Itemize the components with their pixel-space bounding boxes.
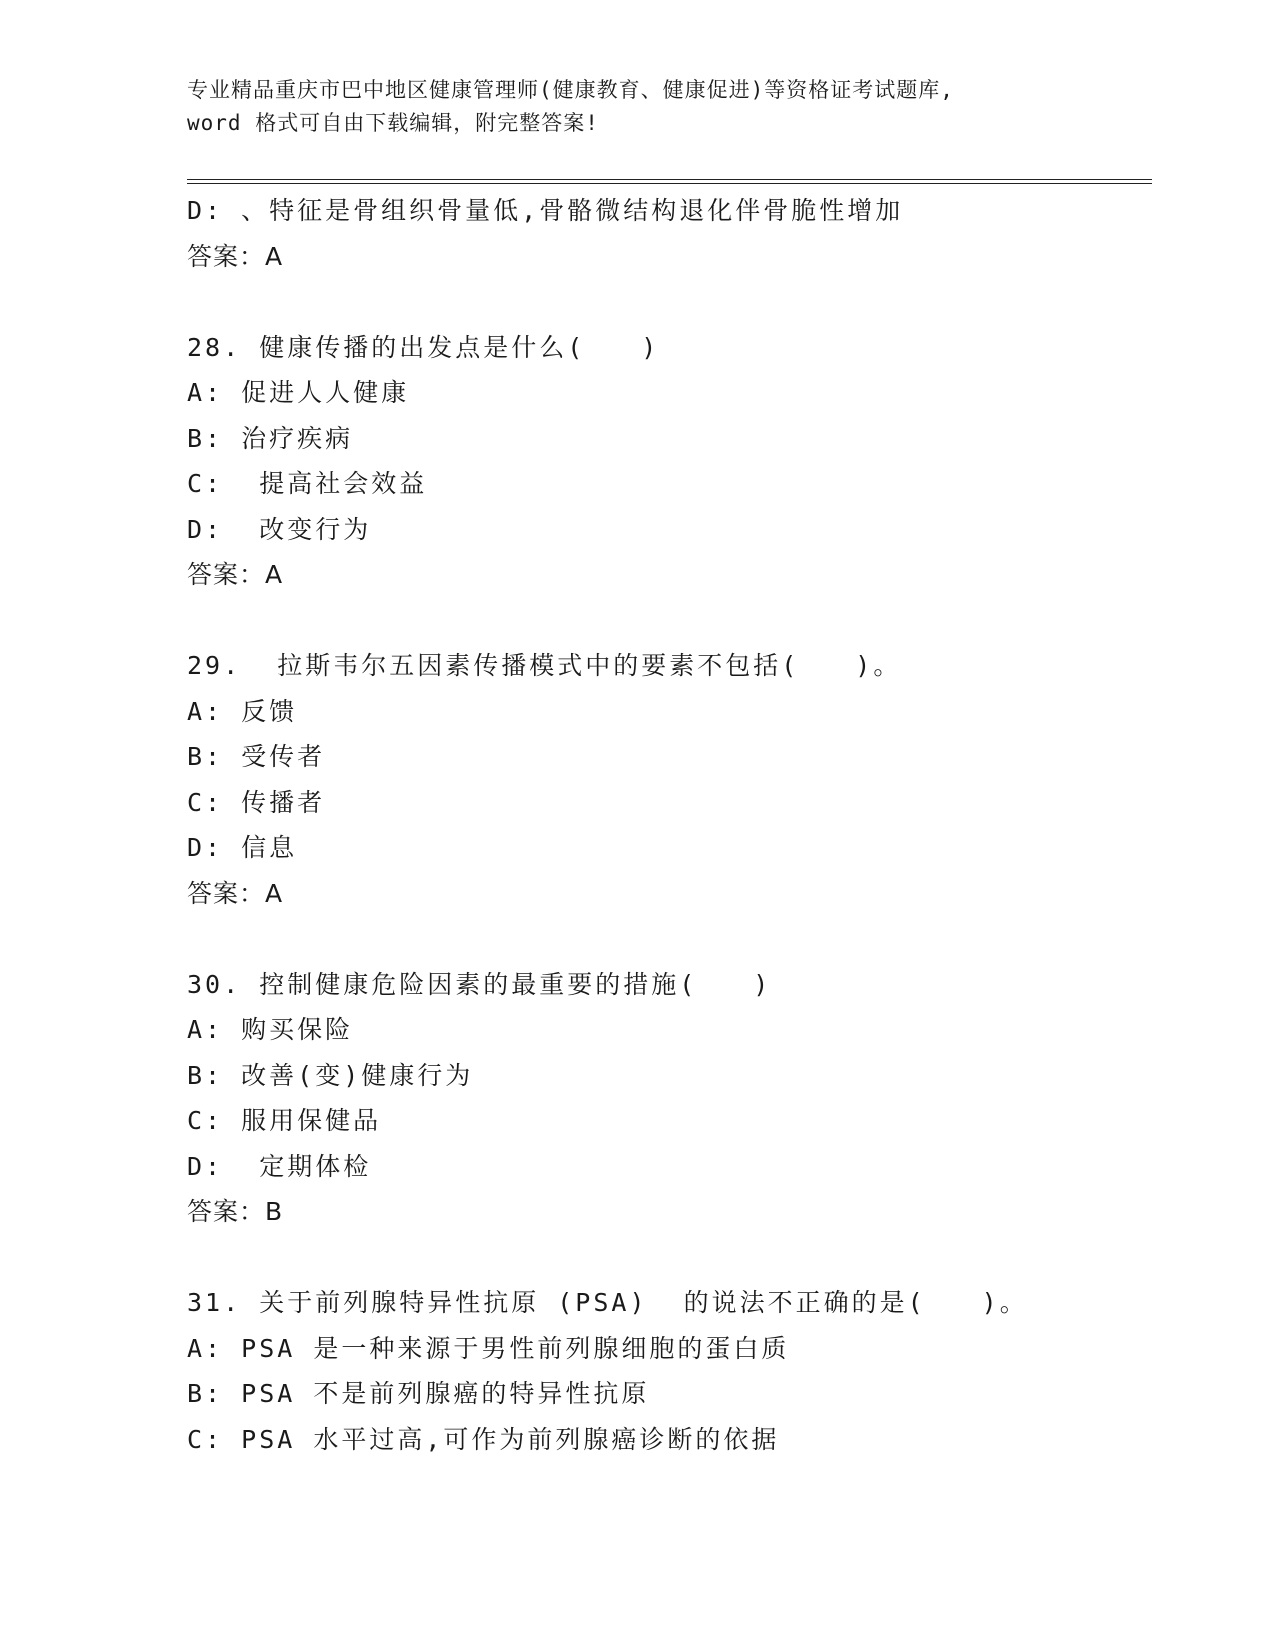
option-d: D: 、特征是骨组织骨量低,骨骼微结构退化伴骨脆性增加 [187,196,904,225]
question-27-tail [187,188,1147,279]
option-b: B: 治疗疾病 [187,423,354,453]
spacer [187,916,1147,962]
question-28 [187,325,1147,598]
question-title: 30. 控制健康危险因素的最重要的措施( ) [187,969,772,999]
option-d: D: 改变行为 [187,514,372,544]
spacer [187,1235,1147,1281]
question-title: 31. 关于前列腺特异性抗原 (PSA) 的说法不正确的是( )。 [187,1288,1028,1317]
question-title: 29. 拉斯韦尔五因素传播模式中的要素不包括( )。 [187,651,902,680]
question-list [187,188,1147,1462]
question-30 [187,962,1147,1235]
answer-line: 答案：A [187,241,284,271]
spacer [187,279,1147,325]
option-c: C: 提高社会效益 [187,469,428,498]
option-d: D: 定期体检 [187,1151,372,1181]
question-31 [187,1280,1147,1462]
page-header [187,74,1087,140]
option-a: A: 反馈 [187,696,298,726]
header-line-2: word 格式可自由下载编辑，附完整答案! [187,111,599,135]
header-line-1: 专业精品重庆市巴中地区健康管理师(健康教育、健康促进)等资格证考试题库, [187,78,954,102]
answer-line: 答案：A [187,560,284,589]
option-c: C: 服用保健品 [187,1106,382,1135]
spacer [187,598,1147,644]
option-b: B: PSA 不是前列腺癌的特异性抗原 [187,1379,650,1408]
question-29 [187,643,1147,916]
header-rule-top [187,179,1152,180]
option-c: C: 传播者 [187,787,326,817]
answer-line: 答案：B [187,1197,284,1226]
header-rule-bottom [187,183,1152,184]
option-d: D: 信息 [187,833,298,862]
option-a: A: 促进人人健康 [187,378,410,407]
option-c: C: PSA 水平过高,可作为前列腺癌诊断的依据 [187,1424,780,1454]
option-b: B: 改善(变)健康行为 [187,1060,474,1090]
question-title: 28. 健康传播的出发点是什么( ) [187,332,660,362]
option-b: B: 受传者 [187,742,326,771]
option-a: A: 购买保险 [187,1015,354,1044]
answer-line: 答案：A [187,878,284,908]
option-a: A: PSA 是一种来源于男性前列腺细胞的蛋白质 [187,1333,790,1363]
